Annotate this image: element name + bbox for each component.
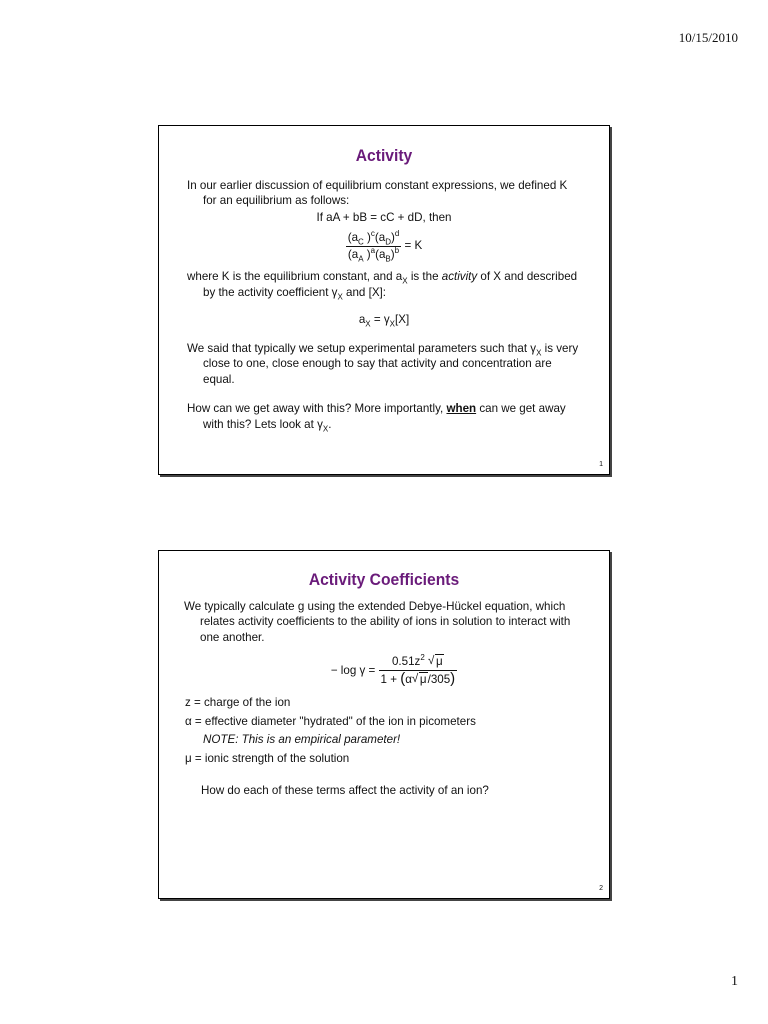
equilibrium-constant-equation: $\frac{(a_C )^c(a_D)^d}{(a_A )^a(a_B)^b}$ = K (347, 229, 423, 263)
paragraph-question: How can we get away with this? More importantly, when can we get away with this? Lets look at $\gamma_X$. (187, 402, 566, 433)
definition-alpha: α = effective diameter "hydrated" of the ion in picometers (185, 714, 476, 728)
reaction-equation: If aA + bB = cC + dD, then (316, 210, 452, 224)
question-terms: How do each of these terms affect the activity of an ion? (201, 784, 489, 797)
slide-number: 2 (599, 884, 603, 892)
paragraph-experimental: We said that typically we setup experimental parameters such that $\gamma_X$ is very close to one, close enough to say that activity and concentration are equal. (187, 341, 579, 386)
paragraph-intro: In our earlier discussion of equilibrium constant expressions, we defined K for an equilibrium as follows: (187, 178, 568, 207)
slide-title: Activity Coefficients (308, 570, 460, 589)
paragraph-debye-huckel: We typically calculate g using the extended Debye-Hückel equation, which relates activity coefficients to the ability of ions in solution to interact with one another. (184, 599, 571, 644)
debye-huckel-equation: − log γ = $\frac{0.51z^2 √ \mu}{1 + (\alpha√ \mu/305)}$ (159, 654, 609, 687)
activity-equation: $a_X = \gamma_X[X]$ (358, 313, 410, 329)
definition-mu: μ = ionic strength of the solution (185, 751, 350, 765)
slide-number: 1 (599, 460, 603, 468)
slide-title: Activity (355, 146, 413, 165)
equilibrium-fraction: $\frac{(a_C )^c(a_D)^d}{(a_A )^a(a_B)^b}$ (347, 229, 400, 263)
slide-2 (158, 550, 610, 899)
slide-1 (158, 125, 610, 475)
page-number: 1 (731, 974, 738, 989)
definition-z: z = charge of the ion (185, 696, 291, 709)
paragraph-activity-definition: where K is the equilibrium constant, and $a_X$ is the activity of X and described by the activity coefficient $\gamma_X$ and [X]: (187, 270, 578, 301)
note-empirical: NOTE: This is an empirical parameter! (203, 733, 401, 746)
header-date: 10/15/2010 (678, 30, 738, 45)
debye-huckel-fraction: $\frac{0.51z^2 √ \mu}{1 + (\alpha√ \mu/305)}$ (379, 654, 458, 687)
